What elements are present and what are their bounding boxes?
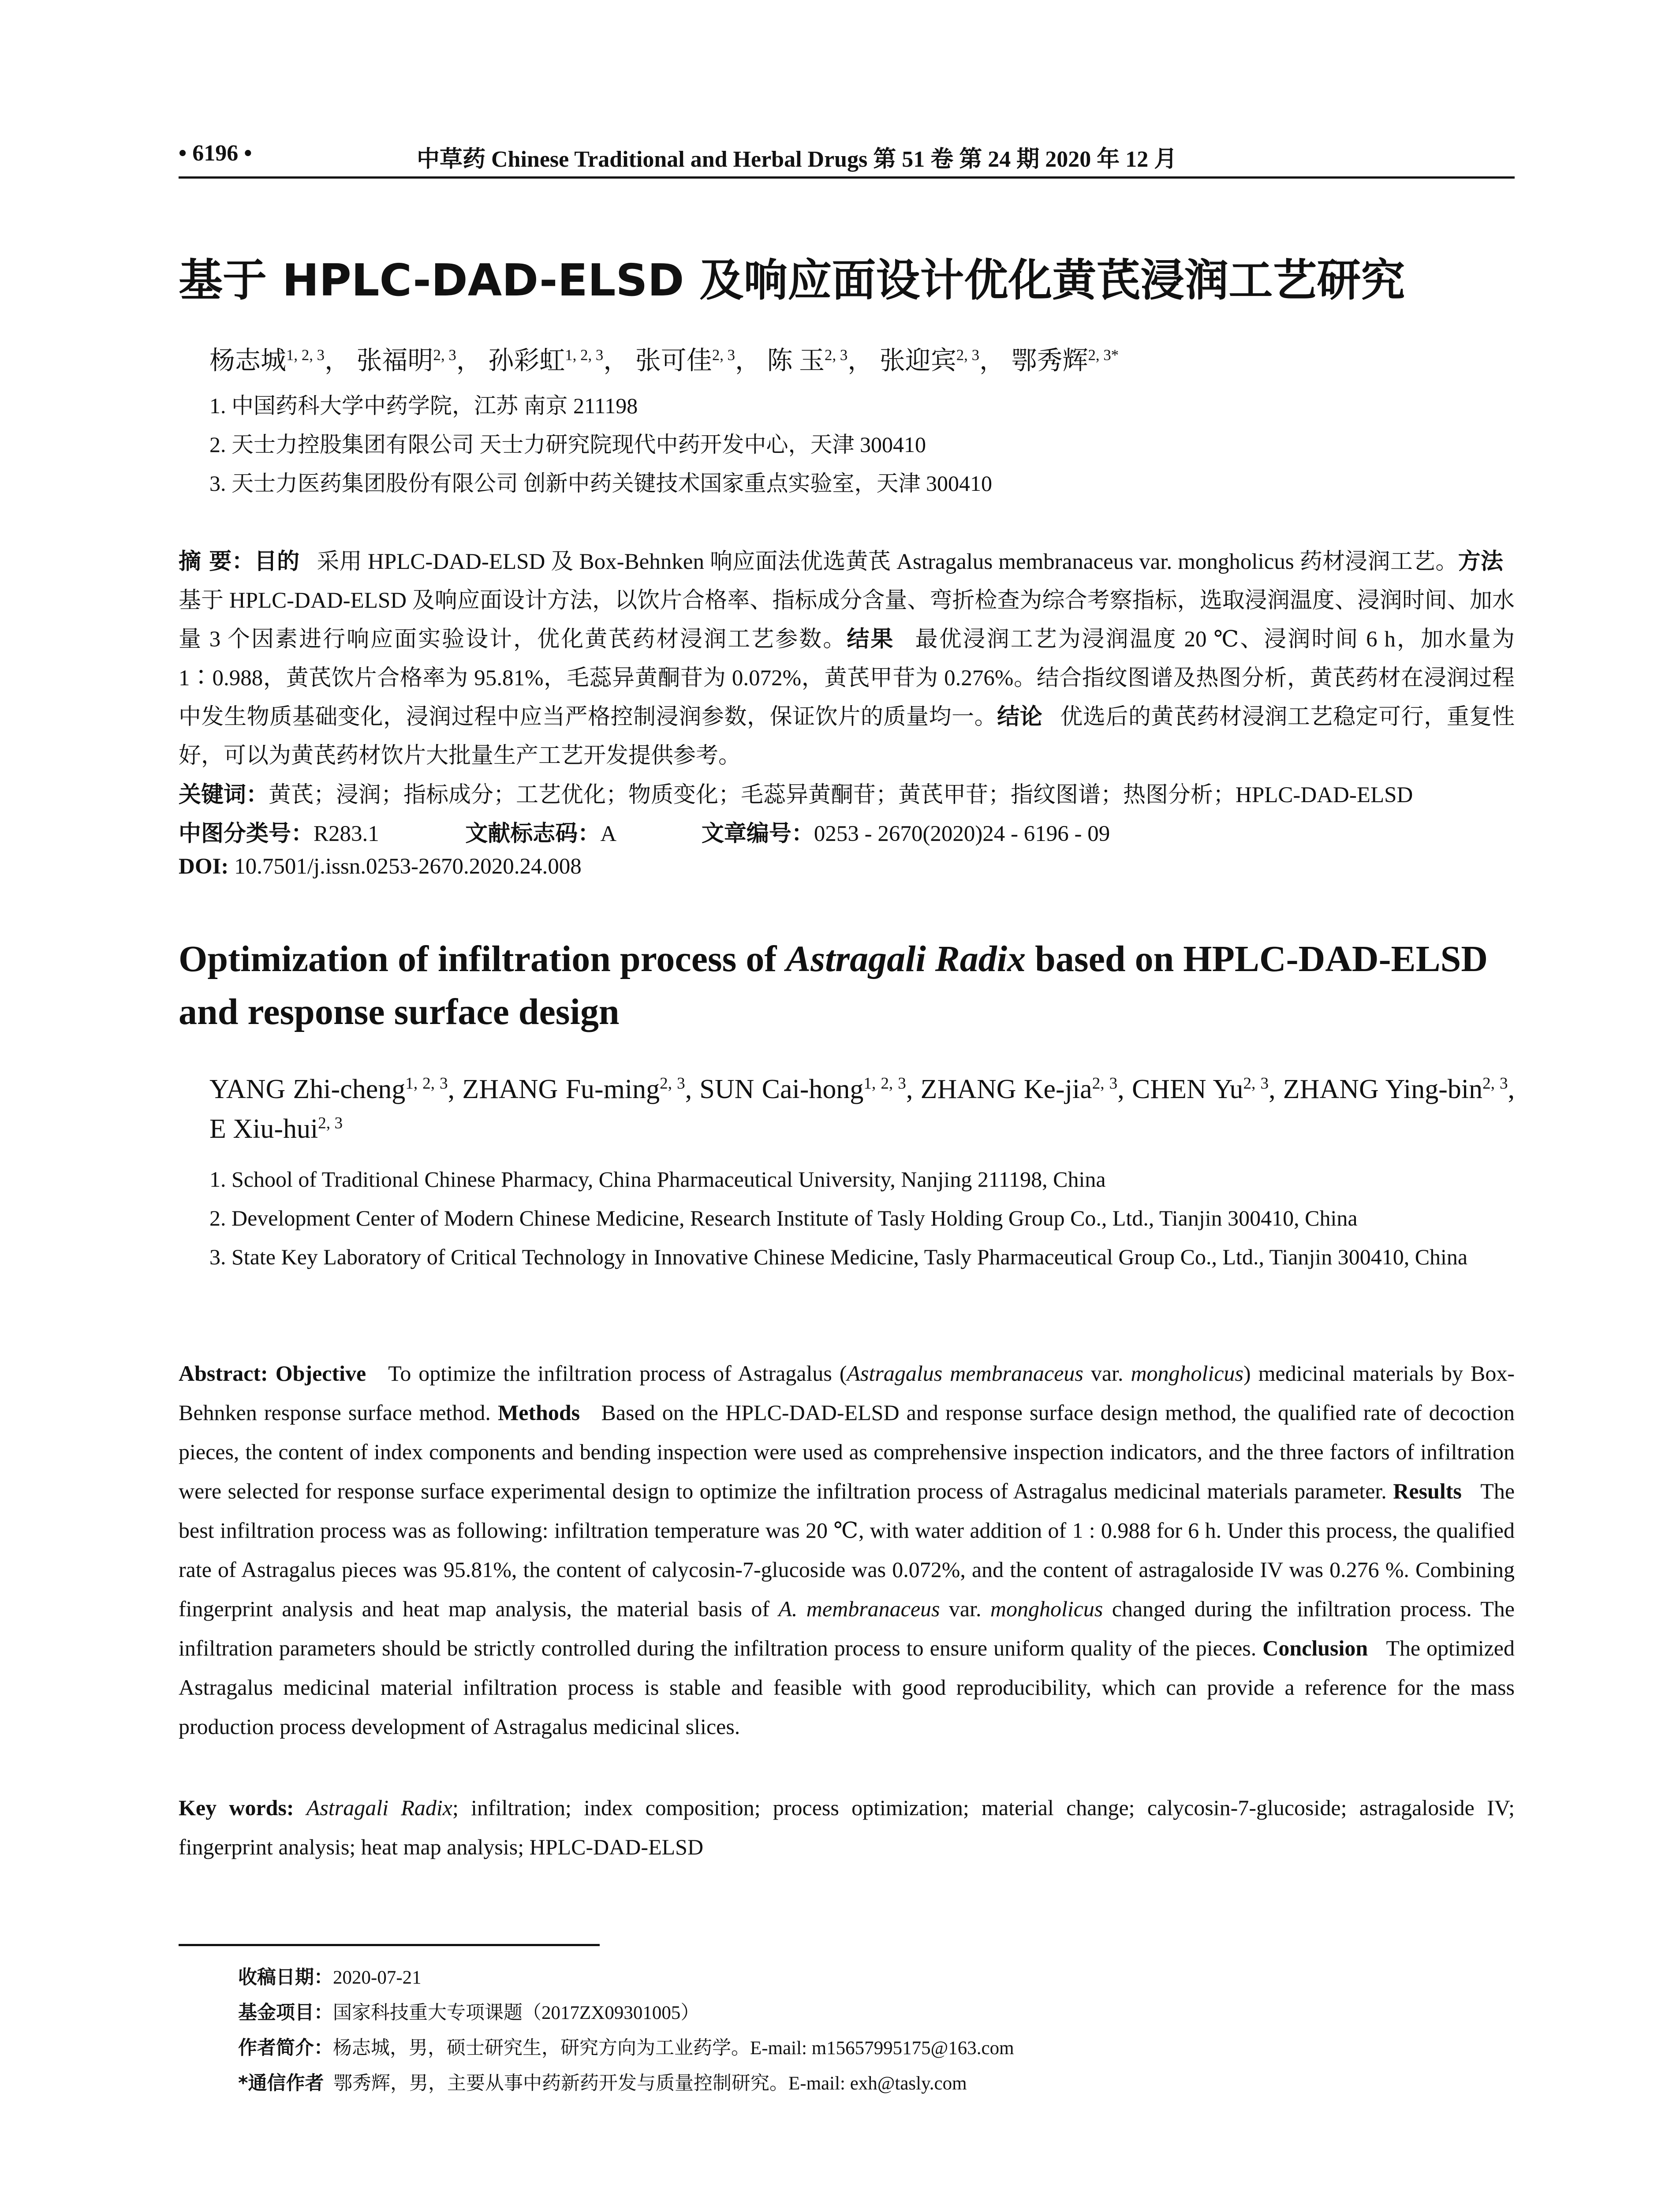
en-keywords: Key words: Astragali Radix; infiltration; index composition; process optimization; material change; calycosin-7-glucoside; astragaloside IV; fingerprint analysis; heat map analysis; HPLC-DAD-ELSD	[179, 1795, 1515, 1859]
cn-author: 陈 玉$^{2, 3}$	[767, 346, 848, 375]
cn-author: 张迎宾$^{2, 3}$	[879, 346, 979, 375]
en-abstract: Abstract: Objective To optimize the infiltration process of Astragalus (Astragalus membranaceus var. mongholicus) medicinal materials by Box-Behnken response surface method. Methods Based on the HPLC-DAD-ELSD and response surface design method, the qualified rate of decoction pieces, the content of index components and bending inspection were used as comprehensive inspection indicators, and the three factors of infiltration were selected for response surface experimental design to optimize the infiltration process of Astragalus medicinal materials parameter. Results The best infiltration process was as following: infiltration temperature was 20 ℃, with water addition of 1 : 0.988 for 6 h. Under this process, the qualified rate of Astragalus pieces was 95.81%, the content of calycosin-7-glucoside was 0.072%, and the content of astragaloside IV was 0.276 %. Combining fingerprint analysis and heat map analysis, the material basis of A. membranaceus var. mongholicus changed during the infiltration process. The infiltration parameters should be strictly controlled during the infiltration process to ensure uniform quality of the pieces. Conclusion The optimized Astragalus medicinal material infiltration process is stable and feasible with good reproducibility, which can provide a reference for the mass production process development of Astragalus medicinal slices.	[179, 1361, 1515, 1739]
journal-info: 中草药 Chinese Traditional and Herbal Drugs 第 51 卷 第 24 期 2020 年 12 月	[417, 147, 1177, 172]
en-author: CHEN Yu$^{2, 3}$	[1131, 1074, 1269, 1104]
running-header	[179, 140, 1515, 176]
en-author: ZHANG Fu-ming$^{2, 3}$	[462, 1074, 685, 1104]
cn-classification: 中图分类号：R283.1 文献标志码：A 文章编号：0253 - 2670(2020)24 - 6196 - 09	[179, 821, 1110, 847]
en-author: YANG Zhi-cheng$^{1, 2, 3}$	[209, 1074, 448, 1104]
cn-author: 张福明$^{2, 3}$	[356, 346, 456, 375]
cn-title: 基于 HPLC-DAD-ELSD 及响应面设计优化黄芪浸润工艺研究	[179, 254, 1405, 306]
page-number: • 6196 •	[179, 141, 252, 166]
cn-author: 杨志城$^{1, 2, 3}$	[209, 346, 325, 375]
cn-authors: 杨志城$^{1, 2, 3}$， 张福明$^{2, 3}$， 孙彩虹$^{1, 2, 3}$， 张可佳$^{2, 3}$， 陈 玉$^{2, 3}$， 张迎宾$^{2, 3}$， 鄂秀辉$^{2, 3*}$	[209, 346, 1119, 375]
cn-affiliation: 2. 天士力控股集团有限公司 天士力研究院现代中药开发中心，天津 300410	[209, 432, 926, 457]
cn-affiliation: 1. 中国药科大学中药学院，江苏 南京 211198	[209, 393, 638, 418]
header-rule	[179, 176, 1515, 179]
en-title: Optimization of infiltration process of Astragali Radix based on HPLC-DAD-ELSD and response surface design	[179, 938, 1488, 1032]
cn-keywords: 关键词：黄芪；浸润；指标成分；工艺优化；物质变化；毛蕊异黄酮苷；黄芪甲苷；指纹图谱；热图分析；HPLC-DAD-ELSD	[179, 782, 1413, 808]
doi: DOI: 10.7501/j.issn.0253-2670.2020.24.008	[179, 854, 582, 879]
cn-abstract: 摘 要：目的 采用 HPLC-DAD-ELSD 及 Box-Behnken 响应面法优选黄芪 Astragalus membranaceus var. mongholicus 药材浸润工艺。方法 基于 HPLC-DAD-ELSD 及响应面设计方法，以饮片合格率、指标成分含量、弯折检查为综合考察指标，选取浸润温度、浸润时间、加水量 3 个因素进行响应面实验设计，优化黄芪药材浸润工艺参数。结果 最优浸润工艺为浸润温度 20 ℃、浸润时间 6 h，加水量为 1∶0.988，黄芪饮片合格率为 95.81%，毛蕊异黄酮苷为 0.072%，黄芪甲苷为 0.276%。结合指纹图谱及热图分析，黄芪药材在浸润过程中发生物质基础变化，浸润过程中应当严格控制浸润参数，保证饮片的质量均一。结论 优选后的黄芪药材浸润工艺稳定可行，重复性好，可以为黄芪药材饮片大批量生产工艺开发提供参考。	[179, 549, 1515, 768]
en-author: E Xiu-hui$^{2, 3}$	[209, 1114, 343, 1144]
footnote-corresponding: *通信作者 鄂秀辉，男，主要从事中药新药开发与质量控制研究。E-mail: exh@tasly.com	[238, 2072, 967, 2094]
footnote-fund: 基金项目：国家科技重大专项课题（2017ZX09301005）	[238, 2002, 700, 2024]
cn-author: 张可佳$^{2, 3}$	[635, 346, 735, 375]
en-authors: YANG Zhi-cheng$^{1, 2, 3}$, ZHANG Fu-ming$^{2, 3}$, SUN Cai-hong$^{1, 2, 3}$, ZHANG Ke-jia$^{2, 3}$, CHEN Yu$^{2, 3}$, ZHANG Ying-bin$^{2, 3}$, E Xiu-hui$^{2, 3}$	[209, 1074, 1515, 1144]
en-author: SUN Cai-hong$^{1, 2, 3}$	[699, 1074, 906, 1104]
en-affiliation: 3. State Key Laboratory of Critical Technology in Innovative Chinese Medicine, Tasly Pharmaceutical Group Co., Ltd., Tianjin 300410, China	[209, 1245, 1468, 1269]
cn-author: 孙彩虹$^{1, 2, 3}$	[488, 346, 604, 375]
en-author: ZHANG Ying-bin$^{2, 3}$	[1283, 1074, 1508, 1104]
footnote-rule	[179, 1944, 600, 1946]
en-author: ZHANG Ke-jia$^{2, 3}$	[920, 1074, 1118, 1104]
footnote-author: 作者简介：杨志城，男，硕士研究生，研究方向为工业药学。E-mail: m15657995175@163.com	[238, 2037, 1014, 2059]
footnote-received: 收稿日期：2020-07-21	[238, 1966, 422, 1988]
cn-affiliation: 3. 天士力医药集团股份有限公司 创新中药关键技术国家重点实验室，天津 300410	[209, 471, 992, 496]
en-affiliation: 1. School of Traditional Chinese Pharmacy, China Pharmaceutical University, Nanjing 211198, China	[209, 1167, 1106, 1192]
en-affiliation: 2. Development Center of Modern Chinese Medicine, Research Institute of Tasly Holding Group Co., Ltd., Tianjin 300410, China	[209, 1206, 1358, 1230]
cn-author: 鄂秀辉$^{2, 3*}$	[1011, 346, 1119, 375]
